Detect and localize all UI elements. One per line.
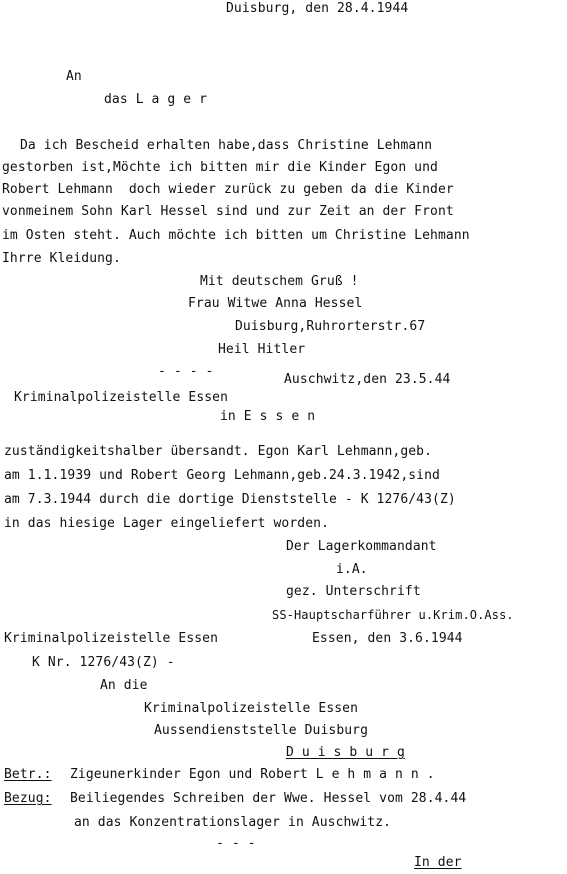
- letter3-separator: - - -: [216, 836, 256, 851]
- letter1-separator: - - - -: [158, 364, 214, 379]
- letter2-body-line-4: in das hiesige Lager eingeliefert worden.: [4, 516, 329, 531]
- letter3-reference-text: Beiliegendes Schreiben der Wwe. Hessel vom 28.4.44: [70, 791, 467, 806]
- letter1-closing: Heil Hitler: [218, 342, 306, 357]
- letter3-subject-label: Betr.:: [4, 767, 52, 782]
- letter3-recipient-an-die: An die: [100, 678, 148, 693]
- letter2-signature-line-1: Der Lagerkommandant: [286, 539, 437, 554]
- letter2-body-line-1: zuständigkeitshalber übersandt. Egon Karl Lehmann,geb.: [4, 444, 433, 459]
- letter2-signature-line-4: SS-Hauptscharführer u.Krim.O.Ass.: [272, 608, 514, 622]
- letter1-body-line-2: gestorben ist,Möchte ich bitten mir die Kinder Egon und: [2, 160, 438, 175]
- letter3-continuation: In der: [414, 855, 462, 870]
- letter2-signature-line-2: i.A.: [336, 562, 368, 577]
- letter2-recipient: Kriminalpolizeistelle Essen: [14, 390, 229, 405]
- letter3-recipient-line-3: Aussendienststelle Duisburg: [154, 723, 369, 738]
- letter1-sender-address: Duisburg,Ruhrorterstr.67: [235, 319, 426, 334]
- letter2-recipient-city: in E s s e n: [220, 409, 316, 424]
- letter1-body-line-4: vonmeinem Sohn Karl Hessel sind und zur Zeit an der Front: [2, 204, 454, 219]
- letter3-recipient-line-2: Kriminalpolizeistelle Essen: [144, 701, 359, 716]
- letter3-reference-label: Bezug:: [4, 791, 52, 806]
- letter2-body-line-2: am 1.1.1939 und Robert Georg Lehmann,geb.24.3.1942,sind: [4, 468, 440, 483]
- letter1-recipient: das L a g e r: [104, 92, 208, 107]
- letter1-greeting: Mit deutschem Gruß !: [200, 274, 359, 289]
- letter3-recipient-city: D u i s b u r g: [286, 745, 405, 760]
- letter2-body-line-3: am 7.3.1944 durch die dortige Dienststelle - K 1276/43(Z): [4, 492, 456, 507]
- letter1-body-line-5: im Osten steht. Auch möchte ich bitten um Christine Lehmann: [2, 228, 470, 243]
- letter3-place-date: Essen, den 3.6.1944: [312, 631, 463, 646]
- letter1-sender-name: Frau Witwe Anna Hessel: [188, 296, 363, 311]
- letter2-place-date: Auschwitz,den 23.5.44: [284, 372, 451, 387]
- letter3-reference-number: K Nr. 1276/43(Z) -: [32, 655, 175, 670]
- letter1-place-date: Duisburg, den 28.4.1944: [226, 1, 409, 16]
- letter1-body-line-3: Robert Lehmann doch wieder zurück zu geben da die Kinder: [2, 182, 454, 197]
- letter2-signature-line-3: gez. Unterschrift: [286, 584, 421, 599]
- letter1-body-line-1: Da ich Bescheid erhalten habe,dass Christine Lehmann: [20, 138, 433, 153]
- letter1-recipient-an: An: [66, 69, 82, 84]
- letter1-body-line-6: Ihrre Kleidung.: [2, 251, 121, 266]
- letter3-reference-text-line-2: an das Konzentrationslager in Auschwitz.: [74, 815, 392, 830]
- letter3-subject-text: Zigeunerkinder Egon und Robert L e h m a n n .: [70, 767, 435, 782]
- letter3-sender: Kriminalpolizeistelle Essen: [4, 631, 219, 646]
